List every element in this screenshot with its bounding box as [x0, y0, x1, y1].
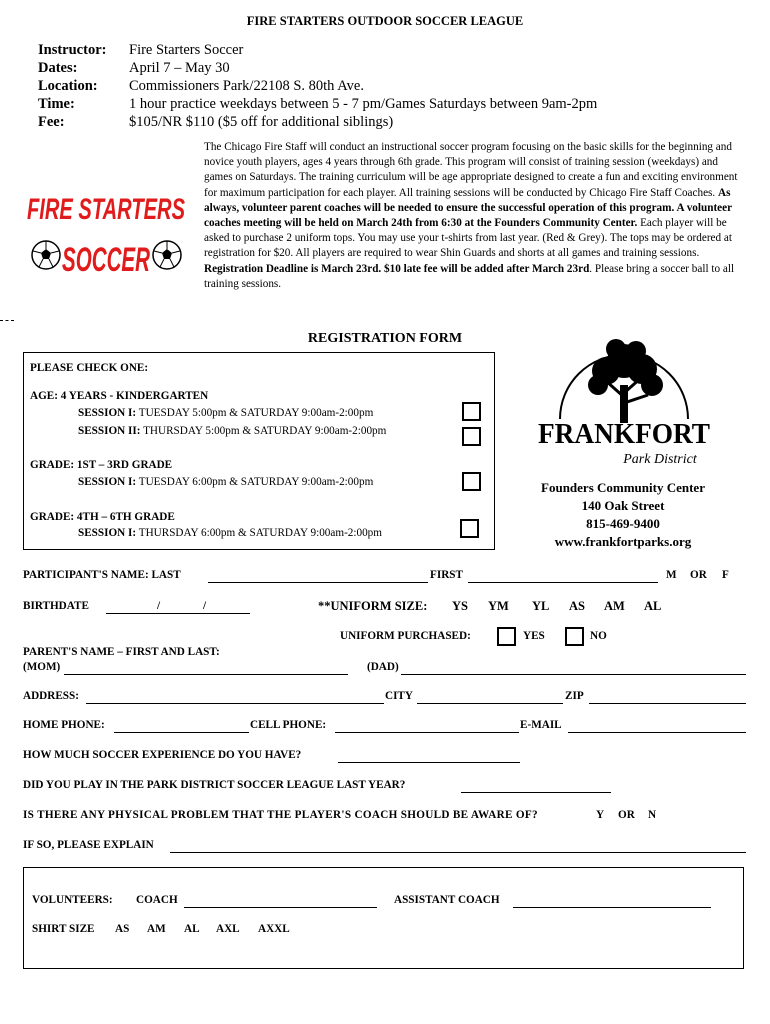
logo-line2: SOCCER: [62, 241, 151, 279]
soccer-ball-icon: [153, 241, 181, 269]
address-field[interactable]: [86, 690, 384, 704]
mom-name-field[interactable]: [64, 661, 348, 675]
experience-field[interactable]: [338, 749, 520, 763]
park-contact: [510, 479, 736, 551]
explain-field[interactable]: [170, 839, 746, 853]
desc-text: The Chicago Fire Staff will conduct an instructional soccer program focusing on the basic skills for the beginning and novice youth players, ages 4 years through 6th grade. This program will consist of training session (weekdays) and games on Saturdays. The training curriculum will be age appropriate designed to create a fun and exciting environment for maximum participation for each player. All training sessions will be conducted by Chicago Fire Staff Coaches.: [204, 141, 738, 199]
session-option: [78, 476, 373, 488]
session-option: [78, 527, 382, 539]
uniform-yes-label: YES: [523, 630, 545, 642]
session-text: TUESDAY 5:00pm & SATURDAY 9:00am-2:00pm: [136, 407, 374, 419]
info-label: Time:: [38, 96, 75, 112]
desc-bold: Registration Deadline is March 23rd. $10 late fee will be added after March 23rd: [204, 262, 590, 275]
uniform-yes-checkbox[interactable]: [497, 627, 516, 646]
tree-icon: [588, 339, 663, 423]
session-checkbox[interactable]: [462, 427, 481, 446]
experience-question: HOW MUCH SOCCER EXPERIENCE DO YOU HAVE?: [23, 749, 302, 761]
park-center-name: Founders Community Center: [541, 480, 705, 495]
gender-or: OR: [690, 569, 707, 581]
info-value: Fire Starters Soccer: [129, 42, 244, 58]
session-option: [78, 407, 373, 419]
uniform-no-checkbox[interactable]: [565, 627, 584, 646]
session-label: SESSION II:: [78, 425, 141, 437]
last-year-field[interactable]: [461, 779, 611, 793]
session-label: SESSION I:: [78, 407, 137, 419]
park-name: FRANKFORT: [538, 419, 711, 450]
explain-label: IF SO, PLEASE EXPLAIN: [23, 839, 154, 851]
info-value: $105/NR $110 ($5 off for additional siblings): [129, 114, 394, 130]
size-option[interactable]: YS: [452, 599, 468, 613]
uniform-size-label: **UNIFORM SIZE:: [318, 599, 428, 613]
birthdate-slash: /: [157, 600, 161, 612]
gender-m[interactable]: M: [666, 569, 677, 581]
home-phone-field[interactable]: [114, 719, 249, 733]
info-value: April 7 – May 30: [129, 60, 230, 76]
mom-label: (MOM): [23, 661, 61, 673]
shirt-size-option[interactable]: AXL: [216, 923, 240, 935]
parent-name-label: PARENT'S NAME – FIRST AND LAST:: [23, 646, 220, 658]
first-name-label: FIRST: [430, 569, 463, 581]
registration-form-heading: REGISTRATION FORM: [307, 331, 463, 346]
session-text: THURSDAY 5:00pm & SATURDAY 9:00am-2:00pm: [140, 425, 387, 437]
first-name-field[interactable]: [468, 569, 658, 583]
grade-label: GRADE: 4TH – 6TH GRADE: [30, 511, 175, 523]
home-phone-label: HOME PHONE:: [23, 719, 105, 731]
logo-line1: FIRE STARTERS: [27, 193, 185, 226]
participant-name-label: PARTICIPANT'S NAME: LAST: [23, 569, 181, 581]
park-street: 140 Oak Street: [581, 498, 665, 513]
park-website: www.frankfortparks.org: [554, 534, 692, 549]
assistant-coach-label: ASSISTANT COACH: [394, 894, 500, 906]
shirt-size-option[interactable]: AXXL: [258, 923, 290, 935]
size-option[interactable]: AM: [604, 599, 625, 613]
shirt-size-option[interactable]: AL: [184, 923, 200, 935]
frankfort-park-district-logo: [532, 337, 716, 469]
info-label: Dates:: [38, 60, 78, 76]
age-group-label: AGE: 4 YEARS - KINDERGARTEN: [30, 390, 209, 402]
info-value: 1 hour practice weekdays between 5 - 7 pm/Games Saturdays between 9am-2pm: [129, 96, 598, 112]
info-label: Instructor:: [38, 42, 107, 58]
address-label: ADDRESS:: [23, 690, 79, 702]
physical-problem-question: IS THERE ANY PHYSICAL PROBLEM THAT THE PLAYER'S COACH SHOULD BE AWARE OF?: [23, 809, 538, 821]
answer-n[interactable]: N: [648, 809, 657, 821]
session-label: SESSION I:: [78, 476, 137, 488]
desc-text: Each player will be asked to purchase 2 uniform tops. You may use your t-shirts from last year. (Red & Grey). The tops may be ordered at registration for $20. All players are required to wear Shin Guards and shorts at all games and training sessions.: [204, 217, 732, 260]
fire-starters-soccer-logo: [24, 175, 189, 295]
size-option[interactable]: YM: [488, 599, 509, 613]
dad-label: (DAD): [367, 661, 399, 673]
answer-y[interactable]: Y: [596, 809, 605, 821]
session-checkbox[interactable]: [460, 519, 479, 538]
league-title: FIRE STARTERS OUTDOOR SOCCER LEAGUE: [246, 14, 524, 28]
coach-field[interactable]: [184, 894, 377, 908]
volunteers-box: [23, 867, 744, 969]
info-label: Location:: [38, 78, 98, 94]
session-checkbox[interactable]: [462, 402, 481, 421]
check-one-label: PLEASE CHECK ONE:: [30, 362, 149, 374]
grade-label: GRADE: 1ST – 3RD GRADE: [30, 459, 173, 471]
uniform-purchased-label: UNIFORM PURCHASED:: [340, 630, 471, 642]
email-field[interactable]: [568, 719, 746, 733]
desc-bold: As always, volunteer parent coaches will be needed to ensure the successful operation of this program. A volunteer coaches meeting will be held on March 24th from 6:30 at the Founders Community Center.: [204, 186, 732, 230]
session-checkbox[interactable]: [462, 472, 481, 491]
cell-phone-field[interactable]: [335, 719, 519, 733]
email-label: E-MAIL: [520, 719, 562, 731]
shirt-size-option[interactable]: AM: [147, 923, 166, 935]
gender-f[interactable]: F: [722, 569, 729, 581]
birthdate-field[interactable]: [106, 600, 250, 614]
size-option[interactable]: AL: [644, 599, 662, 613]
info-value: Commissioners Park/22108 S. 80th Ave.: [129, 78, 364, 94]
city-field[interactable]: [417, 690, 563, 704]
last-name-field[interactable]: [208, 569, 428, 583]
cell-phone-label: CELL PHONE:: [250, 719, 327, 731]
program-description: [204, 140, 749, 292]
size-option[interactable]: AS: [569, 599, 585, 613]
session-text: THURSDAY 6:00pm & SATURDAY 9:00am-2:00pm: [136, 527, 382, 539]
answer-or: OR: [618, 809, 635, 821]
zip-field[interactable]: [589, 690, 746, 704]
assistant-coach-field[interactable]: [513, 894, 711, 908]
park-subtitle: Park District: [623, 452, 697, 467]
margin-mark: [0, 320, 14, 321]
dad-name-field[interactable]: [401, 661, 746, 675]
birthdate-slash: /: [203, 600, 207, 612]
session-label: SESSION I:: [78, 527, 137, 539]
coach-label: COACH: [136, 894, 178, 906]
shirt-size-label: SHIRT SIZE: [32, 923, 95, 935]
shirt-size-option[interactable]: AS: [115, 923, 130, 935]
park-phone: 815-469-9400: [586, 516, 660, 531]
info-label: Fee:: [38, 114, 65, 130]
birthdate-label: BIRTHDATE: [23, 600, 89, 612]
session-option: [78, 425, 386, 437]
uniform-no-label: NO: [590, 630, 607, 642]
soccer-ball-icon: [32, 241, 60, 269]
volunteers-label: VOLUNTEERS:: [32, 894, 113, 906]
last-year-question: DID YOU PLAY IN THE PARK DISTRICT SOCCER LEAGUE LAST YEAR?: [23, 779, 406, 791]
city-label: CITY: [385, 690, 413, 702]
zip-label: ZIP: [565, 690, 584, 702]
desc-text: . Please bring a soccer ball to all training sessions.: [204, 262, 735, 290]
session-text: TUESDAY 6:00pm & SATURDAY 9:00am-2:00pm: [136, 476, 374, 488]
size-option[interactable]: YL: [532, 599, 550, 613]
